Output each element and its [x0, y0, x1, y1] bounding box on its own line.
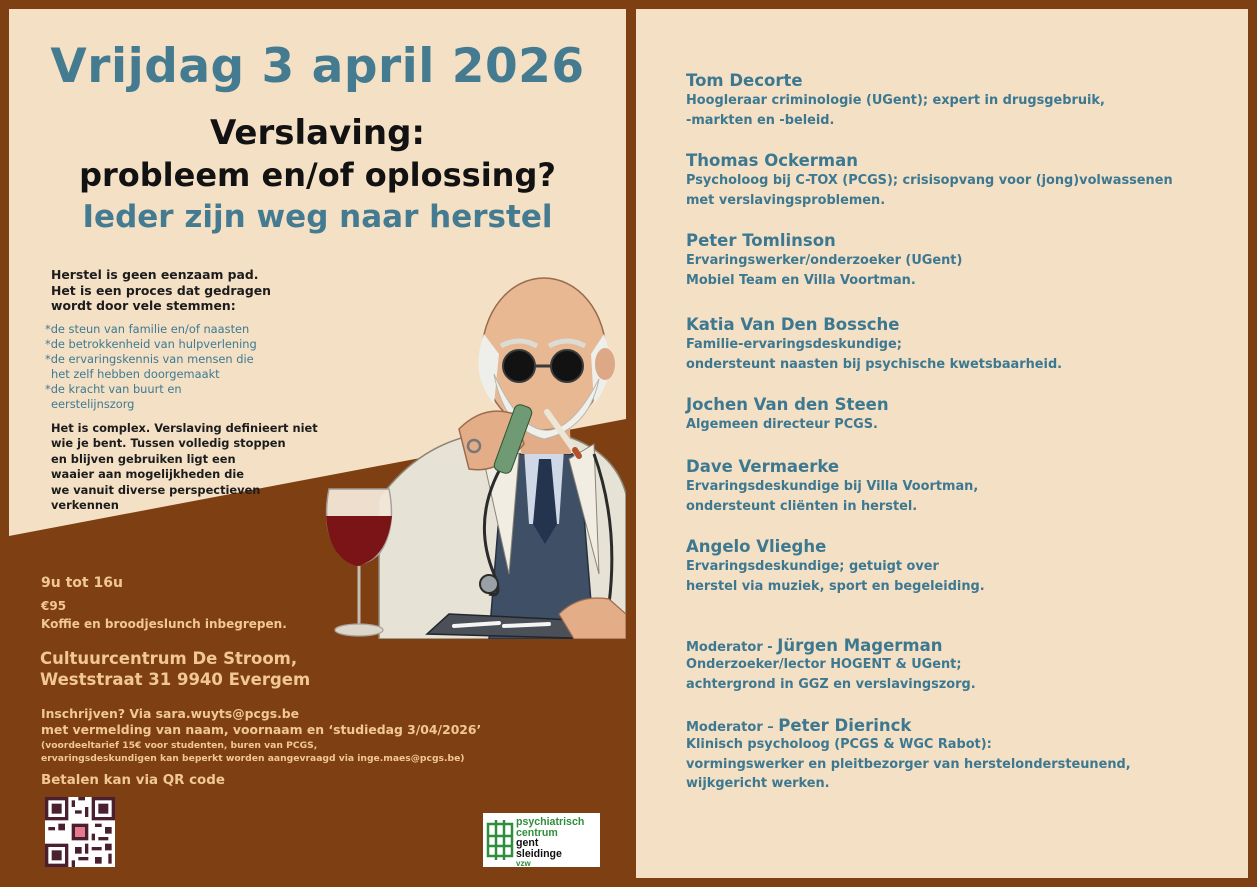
- speaker-name: Jochen Van den Steen: [686, 395, 889, 414]
- support-bullets: [45, 322, 295, 413]
- speaker-name: Katia Van Den Bossche: [686, 315, 900, 334]
- speaker-description: Algemeen directeur PCGS.: [686, 417, 878, 432]
- speaker-name: Dave Vermaerke: [686, 457, 840, 476]
- event-venue: [40, 648, 310, 690]
- speaker-entry: [686, 71, 1246, 130]
- event-date: Vrijdag 3 april 2026: [50, 39, 585, 94]
- moderator-description: Klinisch psycholoog (PCGS & WGC Rabot): vormingswerker en pleitbezorger van herstelondersteunend, wijkgericht werken.: [686, 737, 1131, 791]
- poster-left-panel: [9, 9, 626, 878]
- logo-line: vzw: [516, 859, 531, 869]
- pcgs-logo: [483, 813, 600, 867]
- registration-note-line: (voordeeltarief 15€ voor studenten, buren van PCGS,: [41, 740, 318, 751]
- moderator-name: Jürgen Magerman: [777, 636, 943, 655]
- speaker-entry: [686, 151, 1246, 210]
- moderator-prefix: Moderator –: [686, 720, 779, 735]
- bullet-line: *de steun van familie en/of naasten: [45, 322, 250, 336]
- bullet-line: *de ervaringskennis van mensen die: [45, 352, 254, 367]
- speaker-description: Ervaringswerker/onderzoeker (UGent) Mobiel Team en Villa Voortman.: [686, 253, 963, 288]
- logo-line: gent: [516, 837, 539, 850]
- event-tagline: Ieder zijn weg naar herstel: [82, 199, 553, 235]
- registration-info: [41, 706, 481, 737]
- registration-line: met vermelding van naam, voornaam en ‘studiedag 3/04/2026’: [41, 721, 482, 737]
- speaker-description: Ervaringsdeskundige; getuigt over herstel via muziek, sport en begeleiding.: [686, 559, 985, 594]
- speakers-panel: [636, 9, 1248, 878]
- complexity-line: en blijven gebruiken ligt een: [51, 451, 236, 466]
- event-catering: Koffie en broodjeslunch inbegrepen.: [41, 617, 287, 631]
- intro-line: Herstel is geen eenzaam pad.: [51, 267, 259, 282]
- moderator-entry: [686, 716, 1246, 794]
- complexity-line: waaier aan mogelijkheden die: [51, 467, 244, 482]
- moderator-entry: [686, 636, 1246, 694]
- speaker-description: Hoogleraar criminologie (UGent); expert in drugsgebruik, -markten en -beleid.: [686, 93, 1105, 128]
- bullet-line: *de betrokkenheid van hulpverlening: [45, 337, 257, 352]
- speaker-description: Psycholoog bij C-TOX (PCGS); crisisopvang voor (jong)volwassenen met verslavingsproblemen.: [686, 173, 1173, 208]
- speaker-entry: [686, 395, 1246, 435]
- registration-line: Inschrijven? Via sara.wuyts@pcgs.be: [41, 706, 300, 721]
- intro-line: wordt door vele stemmen:: [51, 298, 236, 313]
- moderator-prefix: Moderator -: [686, 640, 778, 655]
- intro-line: Het is een proces dat gedragen: [51, 282, 271, 298]
- event-hours: 9u tot 16u: [41, 575, 123, 591]
- registration-note: [41, 740, 465, 765]
- bullet-line: *de kracht van buurt en: [45, 382, 182, 397]
- intro-text: [51, 267, 291, 314]
- qr-code[interactable]: [44, 797, 116, 867]
- pcgs-logo-mark: [486, 818, 514, 862]
- speaker-name: Tom Decorte: [686, 71, 803, 90]
- moderator-name: Peter Dierinck: [778, 716, 912, 735]
- speaker-name: Peter Tomlinson: [686, 231, 836, 250]
- event-title: Verslaving:: [209, 113, 426, 153]
- speaker-entry: [686, 457, 1246, 516]
- speaker-description: Ervaringsdeskundige bij Villa Voortman, ondersteunt cliënten in herstel.: [686, 479, 979, 514]
- speaker-name: Angelo Vlieghe: [686, 537, 827, 556]
- complexity-line: verkennen: [51, 498, 119, 513]
- bullet-line: eerstelijnszorg: [51, 397, 135, 412]
- pcgs-logo-text: [516, 817, 584, 870]
- complexity-line: Het is complex. Verslaving definieert niet: [51, 421, 318, 435]
- logo-line: psychiatrisch: [516, 816, 585, 828]
- moderator-description: Onderzoeker/lector HOGENT & UGent; achtergrond in GGZ en verslavingszorg.: [686, 657, 976, 692]
- venue-line: Weststraat 31 9940 Evergem: [40, 670, 311, 689]
- logo-line: centrum: [516, 826, 558, 839]
- speaker-description: Familie-ervaringsdeskundige; ondersteunt naasten bij psychische kwetsbaarheid.: [686, 337, 1063, 372]
- logo-line: sleidinge: [516, 847, 562, 860]
- doctor-illustration: [309, 254, 626, 639]
- registration-note-line: ervaringsdeskundigen kan beperkt worden aangevraagd via inge.maes@pcgs.be): [41, 752, 465, 764]
- speaker-entry: [686, 231, 1246, 290]
- event-price: €95: [41, 599, 67, 613]
- venue-line: Cultuurcentrum De Stroom,: [40, 649, 298, 668]
- complexity-line: we vanuit diverse perspectieven: [51, 482, 261, 497]
- speaker-entry: [686, 315, 1246, 374]
- speaker-entry: [686, 537, 1246, 596]
- speaker-name: Thomas Ockerman: [686, 151, 858, 170]
- complexity-line: wie je bent. Tussen volledig stoppen: [51, 436, 286, 451]
- event-subtitle: probleem en/of oplossing?: [79, 156, 556, 194]
- complexity-text: [51, 421, 331, 513]
- payment-info: Betalen kan via QR code: [41, 773, 225, 788]
- bullet-line: het zelf hebben doorgemaakt: [51, 367, 220, 382]
